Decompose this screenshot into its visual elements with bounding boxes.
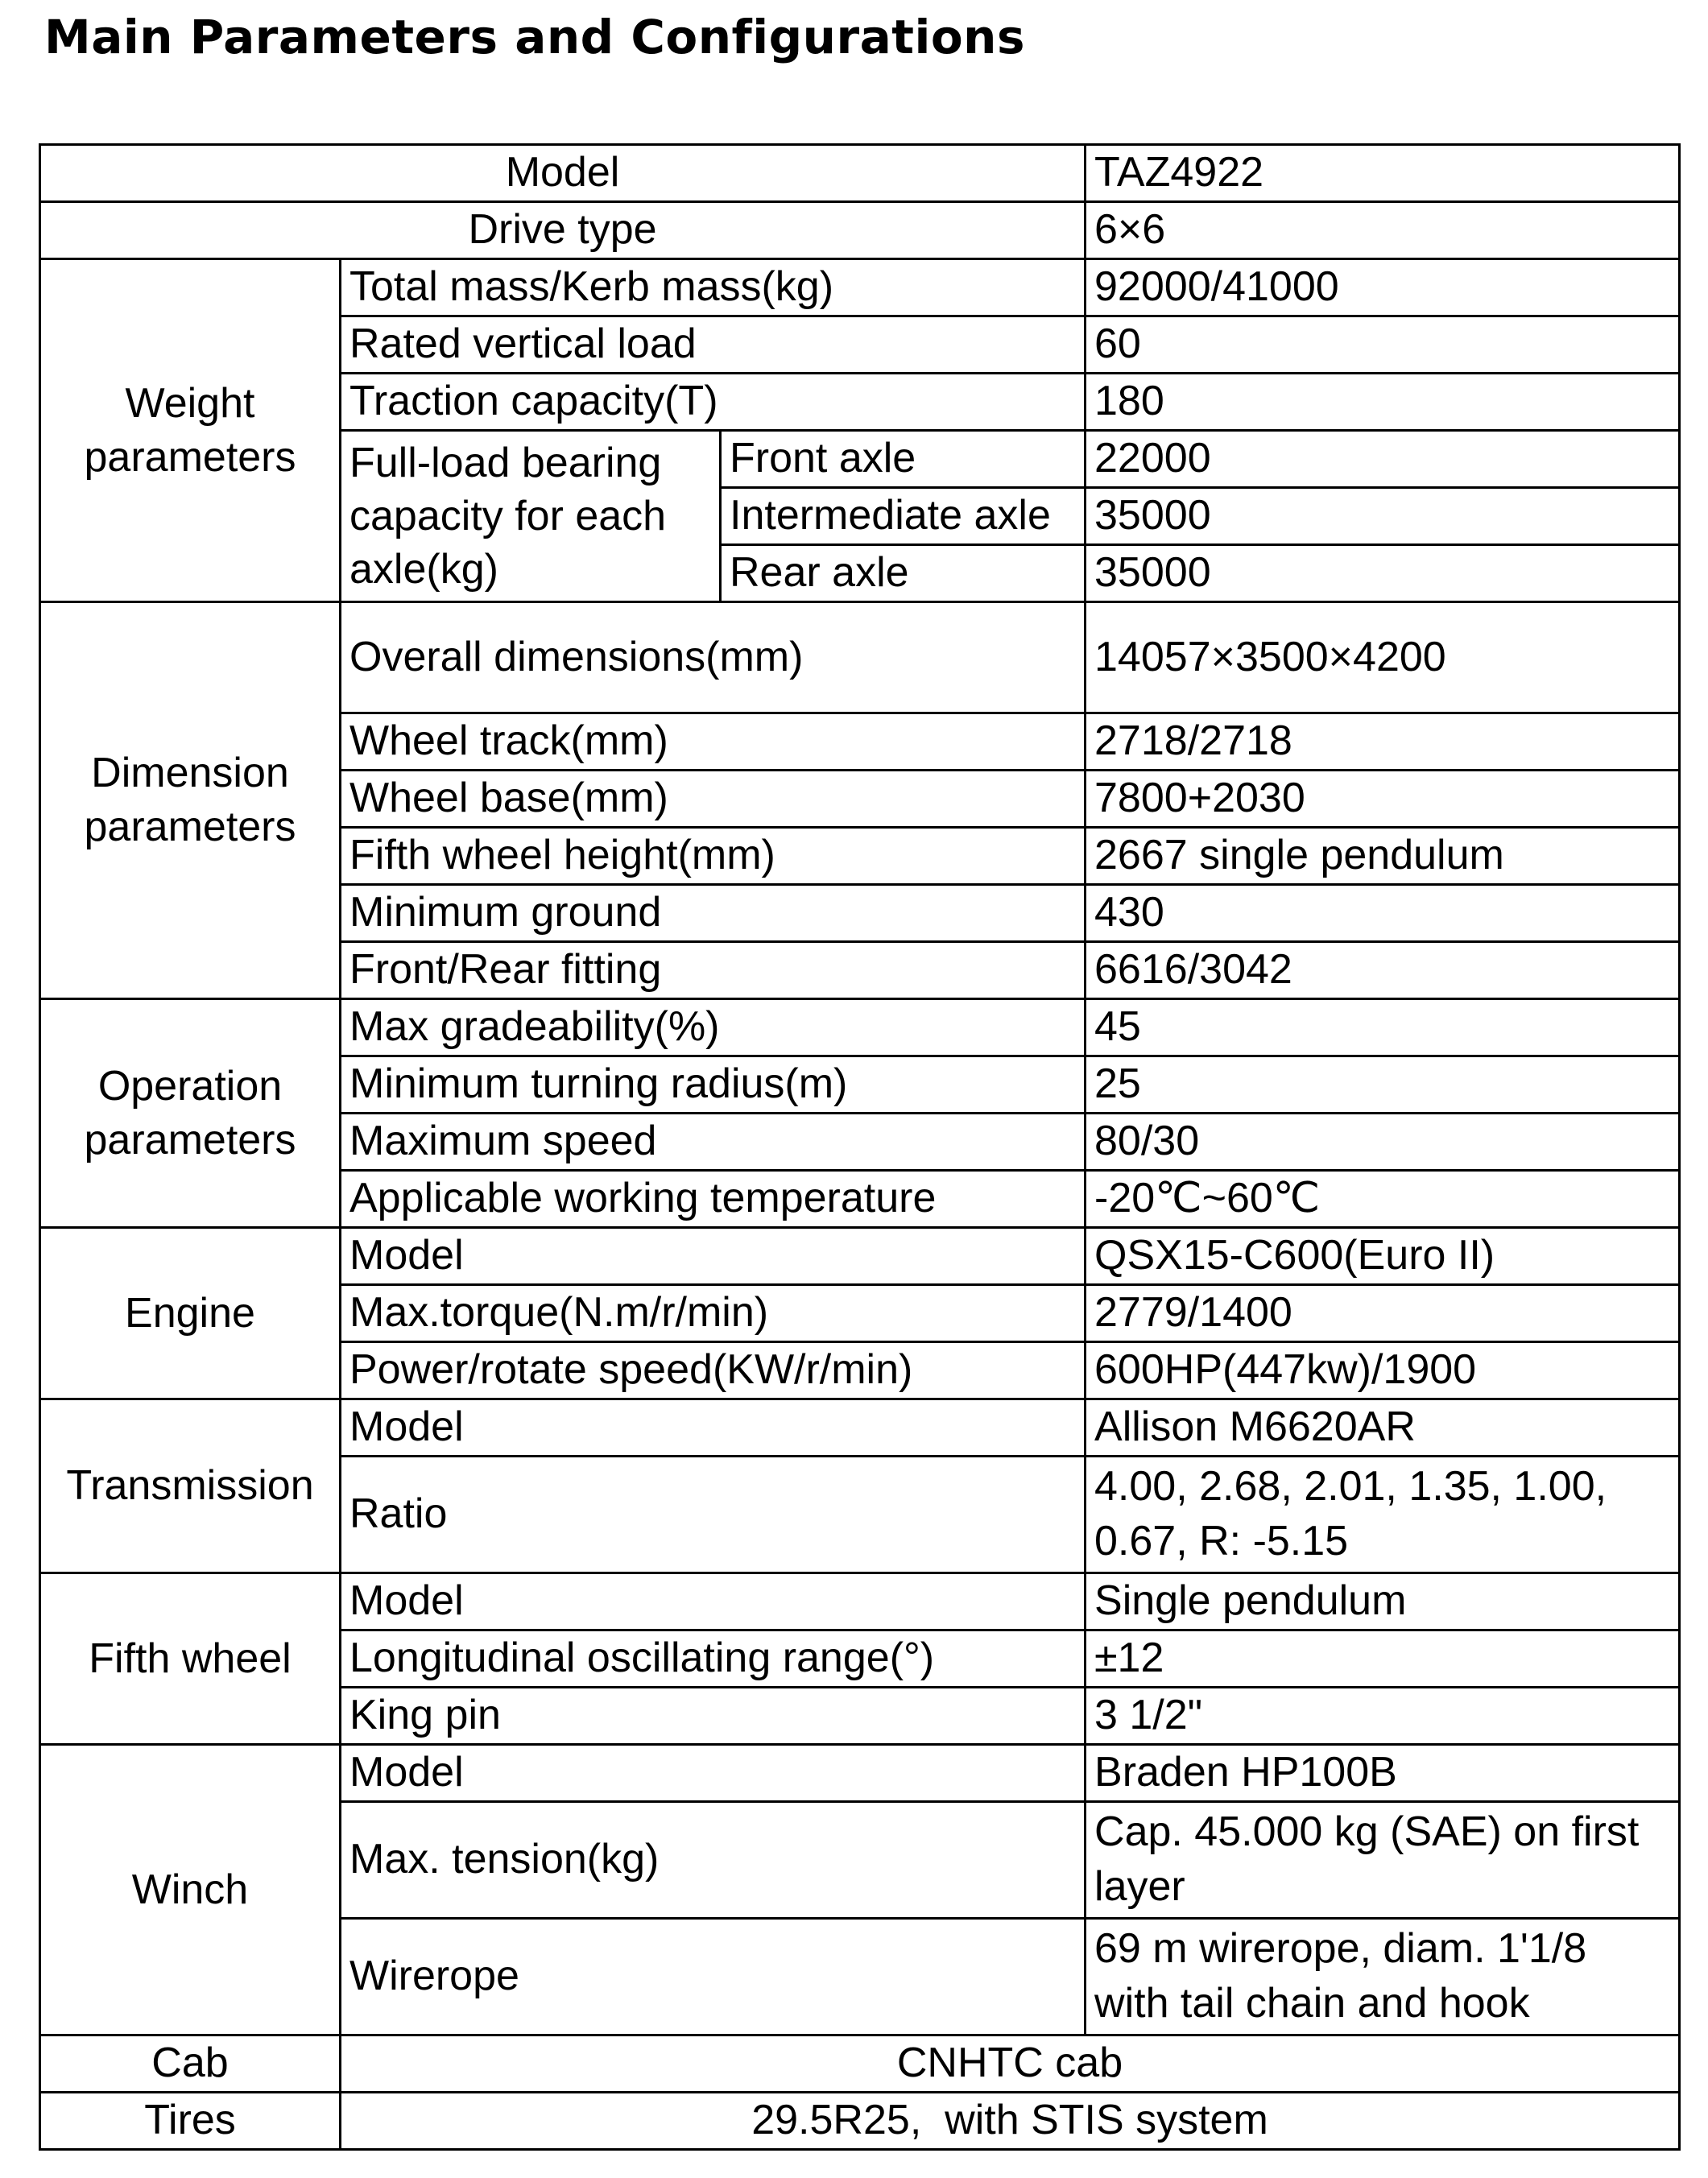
table-row — [40, 1228, 1680, 1285]
winch-model-label: Model — [341, 1745, 1086, 1802]
front-rear-fitting-value: 6616/3042 — [1086, 942, 1680, 999]
rated-vertical-load-value: 60 — [1086, 316, 1680, 374]
table-row — [40, 1573, 1680, 1630]
cab-value: CNHTC cab — [341, 2035, 1680, 2093]
transmission-model-label: Model — [341, 1399, 1086, 1457]
cab-label: Cab — [40, 2035, 341, 2093]
table-row — [40, 602, 1680, 713]
transmission-model-value: Allison M6620AR — [1086, 1399, 1680, 1457]
overall-dimensions-label: Overall dimensions(mm) — [341, 602, 1086, 713]
max-tension-label: Max. tension(kg) — [341, 1802, 1086, 1919]
intermediate-axle-label: Intermediate axle — [721, 488, 1086, 545]
fifth-wheel-group-label: Fifth wheel — [40, 1573, 341, 1745]
drive-type-label: Drive type — [40, 202, 1086, 259]
transmission-group-label: Transmission — [40, 1399, 341, 1573]
king-pin-label: King pin — [341, 1688, 1086, 1745]
winch-model-value: Braden HP100B — [1086, 1745, 1680, 1802]
table-row — [40, 2035, 1680, 2093]
table-row — [40, 1399, 1680, 1457]
turning-radius-value: 25 — [1086, 1056, 1680, 1114]
table-row — [40, 999, 1680, 1056]
total-mass-label: Total mass/Kerb mass(kg) — [341, 259, 1086, 316]
front-axle-value: 22000 — [1086, 431, 1680, 488]
overall-dimensions-value: 14057×3500×4200 — [1086, 602, 1680, 713]
front-axle-label: Front axle — [721, 431, 1086, 488]
model-label: Model — [40, 145, 1086, 202]
maximum-speed-value: 80/30 — [1086, 1114, 1680, 1171]
table-row — [40, 259, 1680, 316]
engine-group-label: Engine — [40, 1228, 341, 1399]
parameters-table — [39, 143, 1681, 2151]
traction-capacity-value: 180 — [1086, 374, 1680, 431]
max-gradeability-value: 45 — [1086, 999, 1680, 1056]
table-row — [40, 202, 1680, 259]
fifth-wheel-model-value: Single pendulum — [1086, 1573, 1680, 1630]
working-temperature-value: -20℃~60℃ — [1086, 1171, 1680, 1228]
fifth-wheel-height-value: 2667 single pendulum — [1086, 828, 1680, 885]
total-mass-value: 92000/41000 — [1086, 259, 1680, 316]
wirerope-label: Wirerope — [341, 1919, 1086, 2035]
minimum-ground-value: 430 — [1086, 885, 1680, 942]
rated-vertical-load-label: Rated vertical load — [341, 316, 1086, 374]
max-tension-value: Cap. 45.000 kg (SAE) on first layer — [1086, 1802, 1680, 1919]
tires-value: 29.5R25, with STIS system — [341, 2093, 1680, 2150]
traction-capacity-label: Traction capacity(T) — [341, 374, 1086, 431]
maximum-speed-label: Maximum speed — [341, 1114, 1086, 1171]
tires-label: Tires — [40, 2093, 341, 2150]
table-row — [40, 1745, 1680, 1802]
wheel-track-value: 2718/2718 — [1086, 713, 1680, 771]
oscillating-range-label: Longitudinal oscillating range(°) — [341, 1630, 1086, 1688]
wheel-base-label: Wheel base(mm) — [341, 771, 1086, 828]
max-torque-value: 2779/1400 — [1086, 1285, 1680, 1342]
transmission-ratio-label: Ratio — [341, 1457, 1086, 1573]
transmission-ratio-value: 4.00, 2.68, 2.01, 1.35, 1.00, 0.67, R: -5.15 — [1086, 1457, 1680, 1573]
winch-group-label: Winch — [40, 1745, 341, 2035]
max-torque-label: Max.torque(N.m/r/min) — [341, 1285, 1086, 1342]
operation-group-label: Operation parameters — [40, 999, 341, 1228]
front-rear-fitting-label: Front/Rear fitting — [341, 942, 1086, 999]
axle-capacity-label: Full-load bearing capacity for each axle(kg) — [341, 431, 721, 602]
drive-type-value: 6×6 — [1086, 202, 1680, 259]
oscillating-range-value: ±12 — [1086, 1630, 1680, 1688]
intermediate-axle-value: 35000 — [1086, 488, 1680, 545]
rear-axle-label: Rear axle — [721, 545, 1086, 602]
max-gradeability-label: Max gradeability(%) — [341, 999, 1086, 1056]
turning-radius-label: Minimum turning radius(m) — [341, 1056, 1086, 1114]
minimum-ground-label: Minimum ground — [341, 885, 1086, 942]
power-speed-value: 600HP(447kw)/1900 — [1086, 1342, 1680, 1399]
rear-axle-value: 35000 — [1086, 545, 1680, 602]
wheel-track-label: Wheel track(mm) — [341, 713, 1086, 771]
table-row — [40, 145, 1680, 202]
fifth-wheel-height-label: Fifth wheel height(mm) — [341, 828, 1086, 885]
working-temperature-label: Applicable working temperature — [341, 1171, 1086, 1228]
power-speed-label: Power/rotate speed(KW/r/min) — [341, 1342, 1086, 1399]
king-pin-value: 3 1/2" — [1086, 1688, 1680, 1745]
wirerope-value: 69 m wirerope, diam. 1'1/8 with tail chain and hook — [1086, 1919, 1680, 2035]
fifth-wheel-model-label: Model — [341, 1573, 1086, 1630]
page-title: Main Parameters and Configurations — [44, 10, 1025, 64]
weight-group-label: Weight parameters — [40, 259, 341, 602]
engine-model-label: Model — [341, 1228, 1086, 1285]
dimension-group-label: Dimension parameters — [40, 602, 341, 999]
engine-model-value: QSX15-C600(Euro II) — [1086, 1228, 1680, 1285]
wheel-base-value: 7800+2030 — [1086, 771, 1680, 828]
table-row — [40, 2093, 1680, 2150]
model-value: TAZ4922 — [1086, 145, 1680, 202]
